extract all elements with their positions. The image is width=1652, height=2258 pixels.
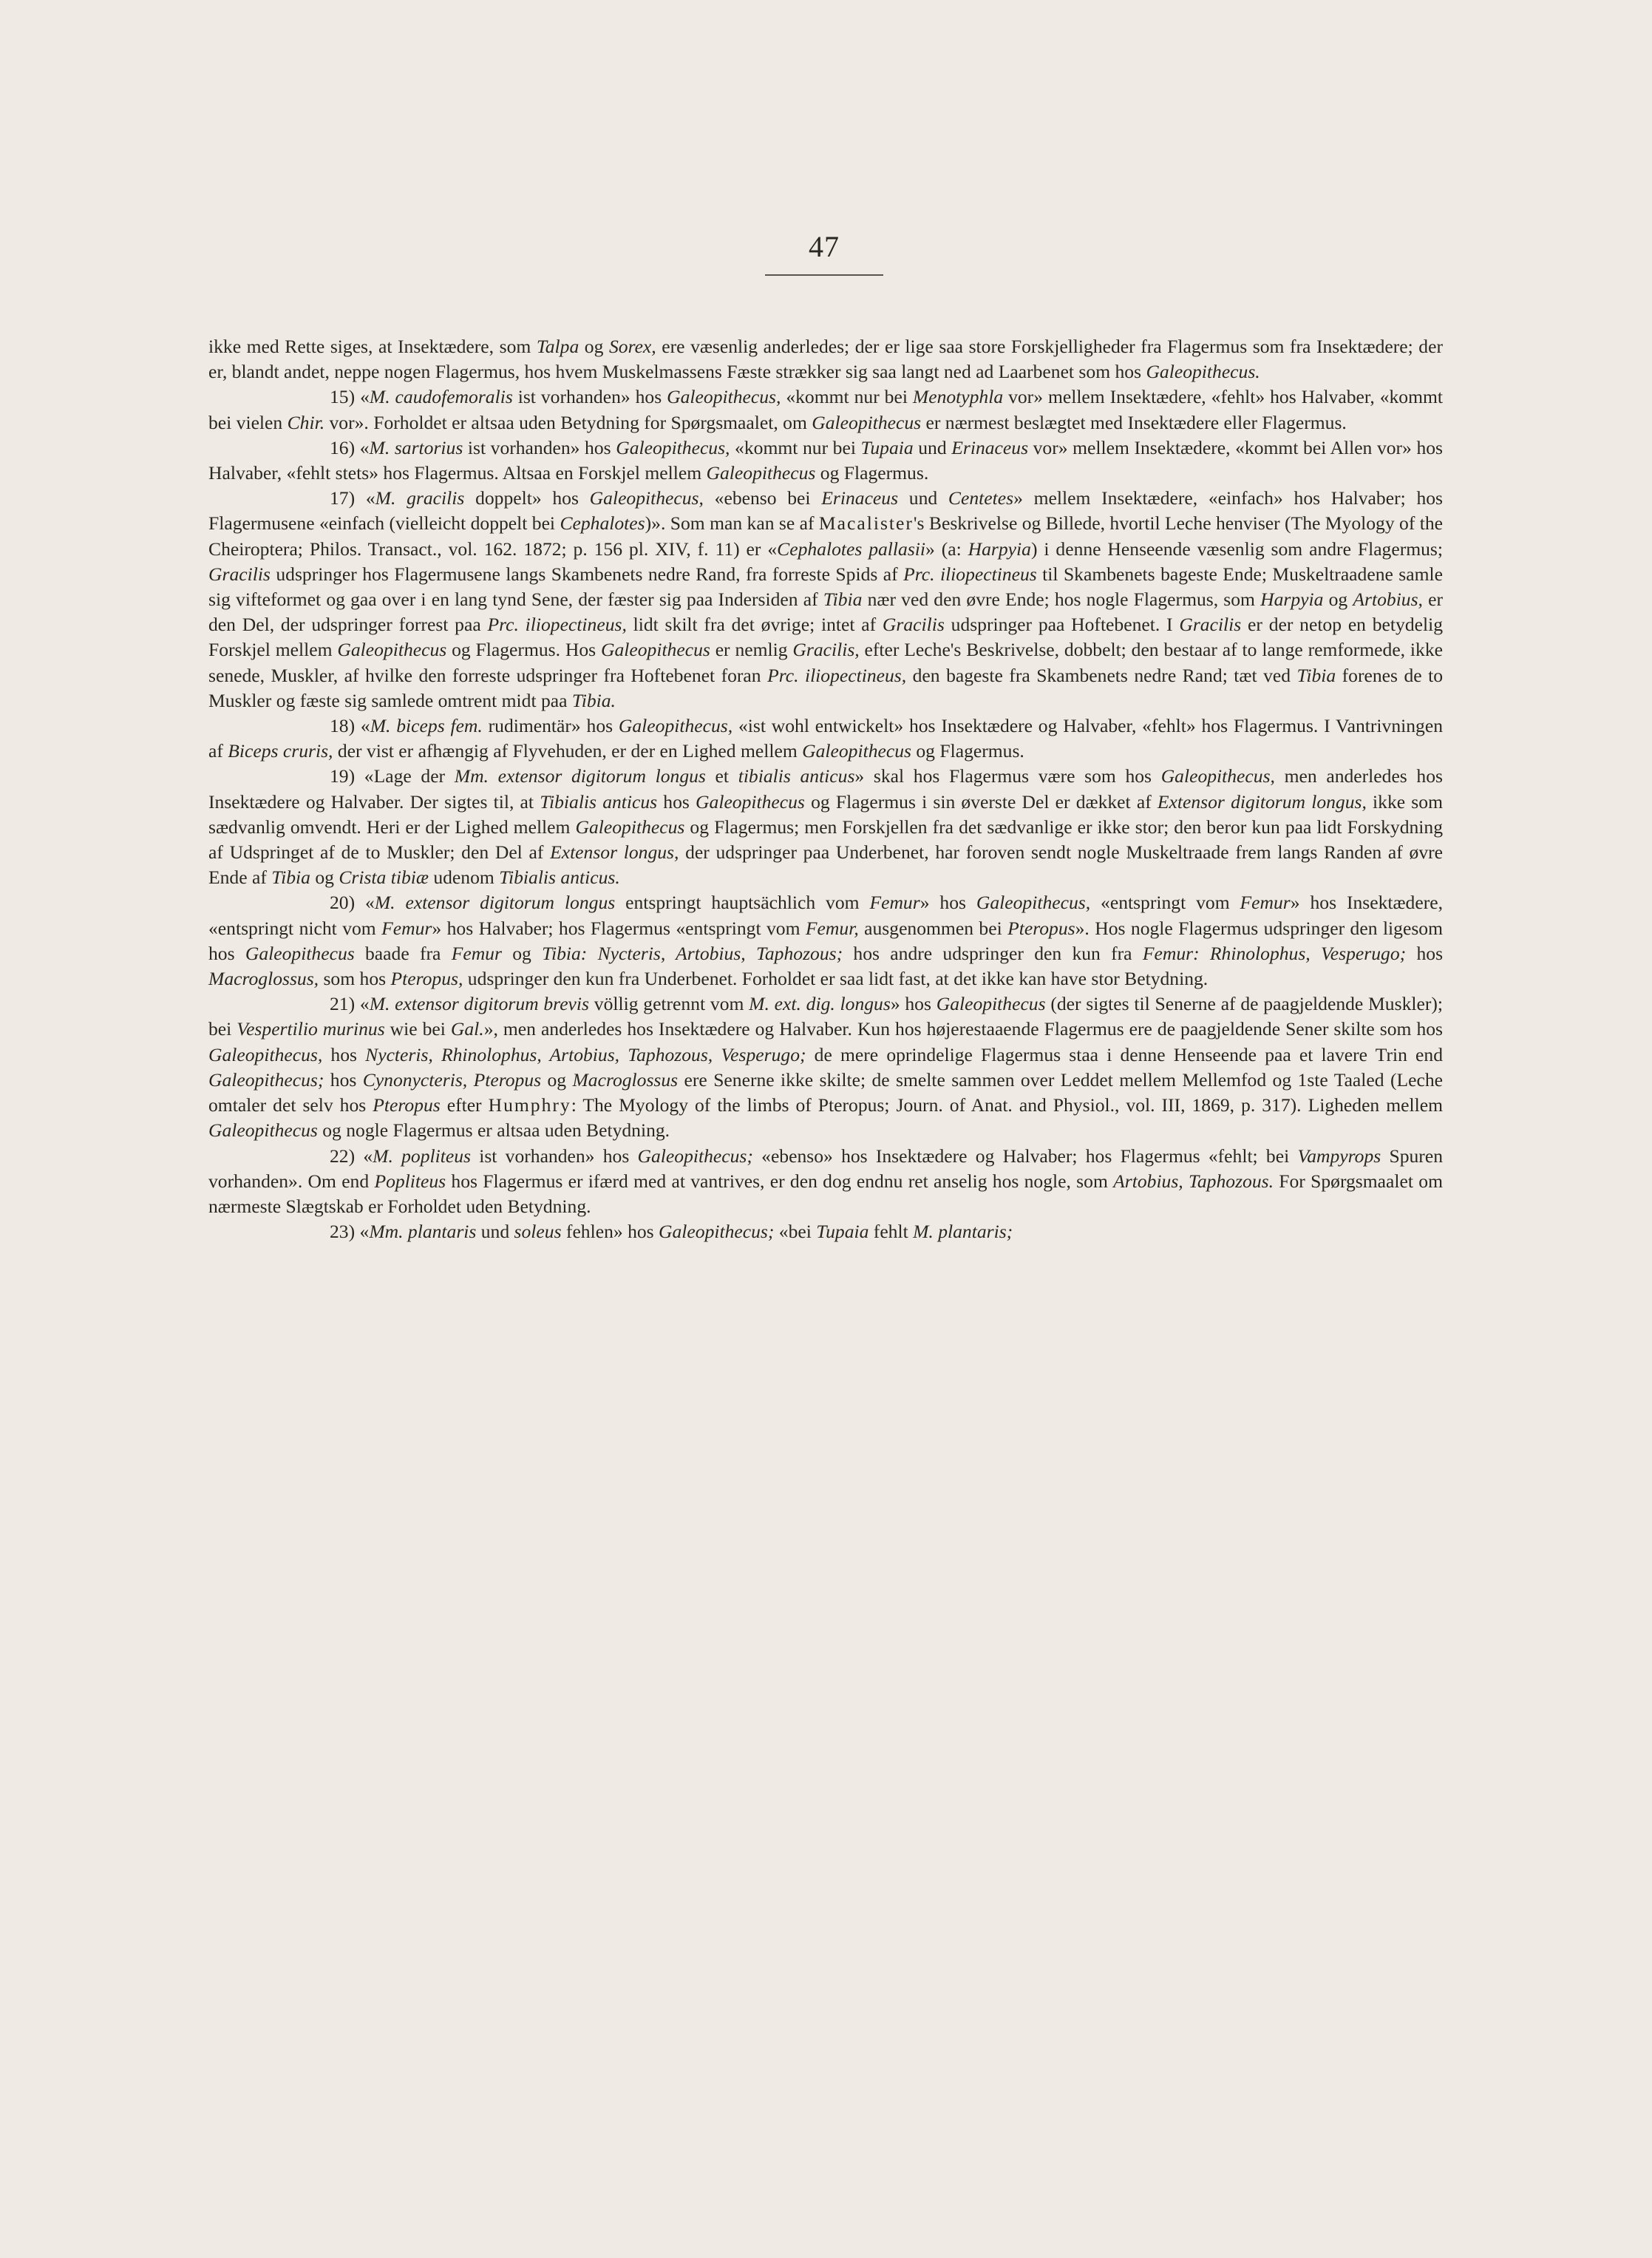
text-segment: og	[501, 942, 543, 964]
italic-text: Harpyia	[968, 538, 1031, 560]
text-segment: völlig getrennt vom	[589, 993, 749, 1015]
text-segment: Spuren vorhanden». Om end	[208, 1145, 1443, 1192]
italic-text: Pteropus	[1007, 917, 1075, 939]
italic-text: Femur: Rhinolophus, Vesperugo;	[1142, 942, 1407, 964]
text-segment: 19) «Lage der	[330, 765, 455, 787]
italic-text: Tibia: Nycteris, Artobius, Taphozous;	[542, 942, 843, 964]
italic-text: Galeopithecus,	[976, 892, 1091, 914]
italic-text: Artobius, Taphozous.	[1113, 1170, 1274, 1192]
text-segment: til Skambenets bageste Ende; Muskeltraadene samle sig vifteformet og gaa over i en lang tynd Sene, der fæster sig paa Indersiden af	[208, 563, 1443, 611]
italic-text: Mm. extensor digitorum longus	[454, 765, 706, 787]
text-segment: und	[476, 1221, 514, 1243]
text-segment: og	[541, 1068, 573, 1091]
text-segment: som hos	[319, 968, 391, 990]
text-segment: og	[310, 867, 339, 889]
paragraph	[208, 1219, 1443, 1244]
text-segment: » mellem Insektædere, «einfach» hos Halvaber; hos Flagermusene «einfach (vielleicht doppelt bei	[208, 487, 1443, 535]
italic-text: Galeopithecus	[600, 639, 710, 661]
italic-text: Galeopithecus,	[616, 436, 730, 458]
italic-text: M. ext. dig. longus	[749, 993, 891, 1015]
text-segment: men anderledes hos Insektædere og Halvaber. Der sigtes til, at	[208, 765, 1443, 813]
header-rule	[765, 274, 883, 276]
text-segment: lidt skilt fra det øvrige; intet af	[626, 614, 883, 636]
italic-text: M. extensor digitorum brevis	[369, 993, 589, 1015]
italic-text: Nycteris, Rhinolophus, Artobius, Taphozous, Vesperugo;	[365, 1043, 806, 1065]
italic-text: M. plantaris;	[913, 1221, 1013, 1243]
italic-text: Pteropus,	[390, 968, 463, 990]
italic-text: Prc. iliopectineus,	[487, 614, 627, 636]
text-segment: entspringt hauptsächlich vom	[615, 892, 870, 914]
text-segment: og	[579, 336, 609, 357]
italic-text: Centetes	[948, 487, 1014, 509]
italic-text: Erinaceus	[951, 436, 1029, 458]
text-segment: rudimentär» hos	[482, 715, 619, 737]
text-segment: ikke med Rette siges, at Insektædere, som	[208, 336, 537, 357]
italic-text: Galeopithecus	[936, 993, 1046, 1015]
italic-text: Prc. iliopectineus,	[767, 664, 907, 686]
italic-text: Femur	[1240, 892, 1291, 914]
text-segment: 's Beskrivelse og Billede, hvortil Leche henviser (The Myology of the Cheiroptera; Philos. Transact., vol. 162. 1872; p. 156 pl. XIV, f. 11) er «	[208, 512, 1444, 560]
italic-text: Popliteus	[374, 1170, 446, 1192]
text-segment: hos	[324, 1068, 363, 1091]
paragraph	[208, 384, 1443, 435]
text-segment: 15) «	[330, 386, 370, 408]
text-segment: » skal hos Flagermus være som hos	[854, 765, 1161, 787]
italic-text: Galeopithecus	[337, 639, 447, 661]
text-segment: wie bei	[384, 1018, 451, 1040]
spaced-name-text: Macalister	[818, 512, 914, 535]
italic-text: Crista tibiæ	[339, 867, 429, 889]
text-segment: fehlt	[869, 1221, 914, 1243]
italic-text: Macroglossus,	[208, 968, 319, 990]
italic-text: Vampyrops	[1297, 1145, 1381, 1167]
italic-text: Tupaia	[860, 436, 914, 458]
paragraph	[208, 713, 1443, 764]
italic-text: Cephalotes pallasii	[777, 538, 926, 560]
text-segment: forenes de to Muskler og fæste sig samlede omtrent midt paa	[208, 664, 1443, 711]
italic-text: Femur	[869, 892, 920, 914]
text-segment: nær ved den øvre Ende; hos nogle Flagermus, som	[862, 589, 1261, 611]
text-segment: «bei	[774, 1221, 817, 1243]
text-segment: der udspringer paa Underbenet, har foroven sendt nogle Muskeltraade frem langs Randen af øvre Ende af	[208, 841, 1443, 889]
italic-text: Galeopithecus	[696, 790, 805, 813]
italic-text: Cephalotes	[560, 512, 645, 535]
italic-text: soleus	[514, 1221, 562, 1243]
italic-text: M. caudofemoralis	[369, 386, 513, 408]
text-segment: efter	[440, 1094, 489, 1116]
text-segment: «kommt nur bei	[730, 436, 861, 458]
italic-text: Cynonycteris, Pteropus	[362, 1068, 542, 1091]
text-segment: fehlen» hos	[561, 1221, 659, 1243]
page-number: 47	[809, 230, 840, 263]
paragraph	[208, 890, 1443, 991]
text-segment: » (a:	[925, 538, 968, 560]
text-segment: ) i denne Henseende væsenlig som andre Flagermus;	[1030, 538, 1444, 560]
italic-text: Artobius,	[1353, 589, 1423, 611]
text-segment: » hos Halvaber; hos Flagermus «entspringt vom	[432, 917, 806, 939]
text-segment: 21) «	[330, 993, 370, 1015]
italic-text: Galeopithecus	[706, 462, 816, 484]
italic-text: Galeopithecus	[245, 942, 355, 964]
italic-text: Macroglossus	[572, 1068, 679, 1091]
italic-text: M. sartorius	[369, 436, 463, 458]
text-segment: og Flagermus; men Forskjellen fra det sædvanlige er ikke stor; den beror kun paa lidt Forskydning af Udspringet af de to Muskler; den Del af	[208, 816, 1444, 864]
italic-text: Talpa	[536, 336, 579, 357]
italic-text: Galeopithecus	[208, 1119, 318, 1142]
text-segment: hos	[1406, 942, 1444, 964]
italic-text: Galeopithecus,	[1160, 765, 1275, 787]
text-segment: «ist wohl entwickelt» hos Insektædere og Halvaber, «fehlt» hos Flagermus. I Vantrivningen af	[208, 715, 1443, 762]
italic-text: Extensor digitorum longus,	[1157, 790, 1367, 813]
page-header	[761, 229, 887, 276]
text-segment: og Flagermus. Hos	[446, 639, 601, 661]
italic-text: Tibia	[271, 867, 310, 889]
text-segment: 23) «	[330, 1221, 370, 1243]
italic-text: Galeopithecus;	[637, 1145, 753, 1167]
italic-text: Menotyphla	[912, 386, 1004, 408]
italic-text: Galeopithecus,	[589, 487, 704, 509]
text-segment: (der sigtes til Senerne af de paagjeldende Muskler); bei	[208, 993, 1443, 1040]
italic-text: Biceps cruris,	[228, 740, 333, 762]
italic-text: tibialis anticus	[738, 765, 855, 787]
text-segment: «ebenso» hos Insektædere og Halvaber; hos Flagermus «fehlt; bei	[752, 1145, 1298, 1167]
italic-text: Gracilis,	[792, 639, 860, 661]
text-segment: «ebenso bei	[703, 487, 822, 509]
italic-text: Chir.	[287, 411, 325, 433]
italic-text: Femur	[451, 942, 502, 964]
italic-text: Galeopithecus	[575, 816, 685, 838]
italic-text: Vespertilio murinus	[237, 1018, 385, 1040]
text-segment: vor» mellem Insektædere, «fehlt» hos Halvaber, «kommt bei vielen	[208, 386, 1444, 433]
text-segment: ist vorhanden» hos	[463, 436, 616, 458]
italic-text: Galeopithecus	[812, 411, 922, 433]
text-segment: hos Flagermus er ifærd med at vantrives, er den dog endnu ret anselig hos nogle, som	[446, 1170, 1114, 1192]
text-segment: udspringer den kun fra Underbenet. Forholdet er saa lidt fast, at det ikke kan have stor Betydning.	[463, 968, 1209, 990]
text-segment: er den Del, der udspringer forrest paa	[208, 589, 1444, 636]
text-body	[208, 334, 1443, 1244]
text-segment: ere Senerne ikke skilte; de smelte sammen over Leddet mellem Mellemfod og 1ste Taaled (Leche omtaler det selv hos	[208, 1068, 1443, 1116]
text-segment: For Spørgsmaalet om nærmeste Slægtskab er Forholdet uden Betydning.	[208, 1170, 1443, 1217]
text-segment: vor» mellem Insektædere, «kommt bei Allen vor» hos Halvaber, «fehlt stets» hos Flagermus. Altsaa en Forskjel mellem	[208, 436, 1444, 484]
text-segment: udenom	[428, 867, 500, 889]
text-segment: de mere oprindelige Flagermus staa i denne Henseende paa et lavere Trin end	[806, 1043, 1443, 1065]
italic-text: Extensor longus,	[550, 841, 679, 864]
italic-text: Tibialis anticus	[540, 790, 658, 813]
text-segment: ist vorhanden» hos	[512, 386, 667, 408]
text-segment: )». Som man kan se af	[645, 512, 819, 535]
italic-text: Galeopithecus,	[618, 715, 733, 737]
paragraph	[208, 764, 1443, 890]
text-segment: hos	[657, 790, 696, 813]
text-segment: er nemlig	[710, 639, 793, 661]
italic-text: Sorex,	[608, 336, 656, 357]
text-segment: » hos Insektædere, «entspringt nicht vom	[208, 892, 1443, 939]
text-segment: og Flagermus.	[815, 462, 929, 484]
italic-text: Gracilis	[208, 563, 271, 585]
text-segment: «kommt nur bei	[781, 386, 913, 408]
italic-text: Tibia	[823, 589, 863, 611]
italic-text: Galeopithecus.	[1146, 361, 1260, 383]
italic-text: Gracilis	[1179, 614, 1242, 636]
italic-text: Femur	[381, 917, 432, 939]
text-segment: hos	[322, 1043, 366, 1065]
italic-text: Galeopithecus,	[667, 386, 781, 408]
italic-text: Harpyia	[1260, 589, 1324, 611]
text-segment: efter Leche's Beskrivelse, dobbelt; den bestaar af to lange remformede, ikke senede, Muskler, af hvilke den forreste udspringer fra Hoftebenet foran	[208, 639, 1444, 686]
italic-text: Pteropus	[373, 1094, 441, 1116]
paragraph	[208, 486, 1443, 713]
italic-text: Gracilis	[882, 614, 945, 636]
text-segment: 18) «	[330, 715, 370, 737]
text-segment: » hos	[920, 892, 976, 914]
italic-text: Tibia.	[571, 689, 616, 711]
italic-text: M. extensor digitorum longus	[374, 892, 616, 914]
text-segment: ikke som sædvanlig omvendt. Heri er der Lighed mellem	[208, 790, 1443, 838]
italic-text: M. popliteus	[373, 1145, 471, 1167]
text-segment: et	[705, 765, 738, 787]
text-segment: 22) «	[330, 1145, 373, 1167]
text-segment: der vist er afhængig af Flyvehuden, er der en Lighed mellem	[333, 740, 803, 762]
paragraph	[208, 1144, 1443, 1220]
italic-text: Galeopithecus;	[659, 1221, 775, 1243]
text-segment: und	[898, 487, 948, 509]
italic-text: Galeopithecus;	[208, 1068, 324, 1091]
italic-text: Mm. plantaris	[369, 1221, 477, 1243]
text-segment: den bageste fra Skambenets nedre Rand; tæt ved	[906, 664, 1297, 686]
text-segment: og Flagermus.	[911, 740, 1024, 762]
text-segment: og	[1323, 589, 1353, 611]
text-segment: 17) «	[330, 487, 375, 509]
italic-text: Tibialis anticus.	[499, 867, 620, 889]
paragraph	[208, 435, 1443, 486]
text-segment: ausgenommen bei	[858, 917, 1008, 939]
text-segment: und	[913, 436, 952, 458]
italic-text: Erinaceus	[821, 487, 899, 509]
italic-text: M. biceps fem.	[370, 715, 483, 737]
text-segment: » hos	[890, 993, 937, 1015]
text-segment: 16) «	[330, 436, 370, 458]
italic-text: Galeopithecus	[802, 740, 911, 762]
text-segment: ist vorhanden» hos	[470, 1145, 638, 1167]
text-segment: og nogle Flagermus er altsaa uden Betydning.	[317, 1119, 670, 1142]
paragraph	[208, 334, 1443, 384]
text-segment: », men anderledes hos Insektædere og Halvaber. Kun hos højerestaaende Flagermus ere de paagjeldende Sener skilte som hos	[483, 1018, 1444, 1040]
text-segment: hos andre udspringer den kun fra	[843, 942, 1143, 964]
text-segment: : The Myology of the limbs of Pteropus; Journ. of Anat. and Physiol., vol. III, 1869, p. 317). Ligheden mellem	[571, 1094, 1443, 1116]
text-segment: udspringer paa Hoftebenet. I	[944, 614, 1180, 636]
text-segment: ere væsenlig anderledes; der er lige saa store Forskjelligheder fra Flagermus som fra Insektædere; der er, blandt andet, neppe nogen Flagermus, hos hvem Muskelmassens Fæste strækker sig saa langt ned ad Laarbenet som hos	[208, 336, 1443, 383]
italic-text: Prc. iliopectineus	[903, 563, 1037, 585]
text-segment: er nærmest beslægtet med Insektædere eller Flagermus.	[921, 411, 1347, 433]
text-segment: udspringer hos Flagermusene langs Skambenets nedre Rand, fra forreste Spids af	[270, 563, 904, 585]
text-segment: vor». Forholdet er altsaa uden Betydning for Spørgsmaalet, om	[324, 411, 812, 433]
paragraph	[208, 991, 1443, 1143]
italic-text: Femur,	[805, 917, 859, 939]
spaced-name-text: Humphry	[488, 1094, 571, 1116]
text-segment: ». Hos nogle Flagermus udspringer den ligesom hos	[208, 917, 1443, 964]
text-segment: baade fra	[354, 942, 452, 964]
italic-text: Gal.	[450, 1018, 484, 1040]
italic-text: Tibia	[1296, 664, 1336, 686]
text-segment: er der netop en betydelig Forskjel mellem	[208, 614, 1443, 661]
italic-text: Tupaia	[816, 1221, 869, 1243]
text-segment: «entspringt vom	[1090, 892, 1240, 914]
text-segment: doppelt» hos	[464, 487, 590, 509]
italic-text: Galeopithecus,	[208, 1043, 323, 1065]
italic-text: M. gracilis	[375, 487, 465, 509]
text-segment: og Flagermus i sin øverste Del er dækket af	[804, 790, 1158, 813]
text-segment: 20) «	[330, 892, 375, 914]
